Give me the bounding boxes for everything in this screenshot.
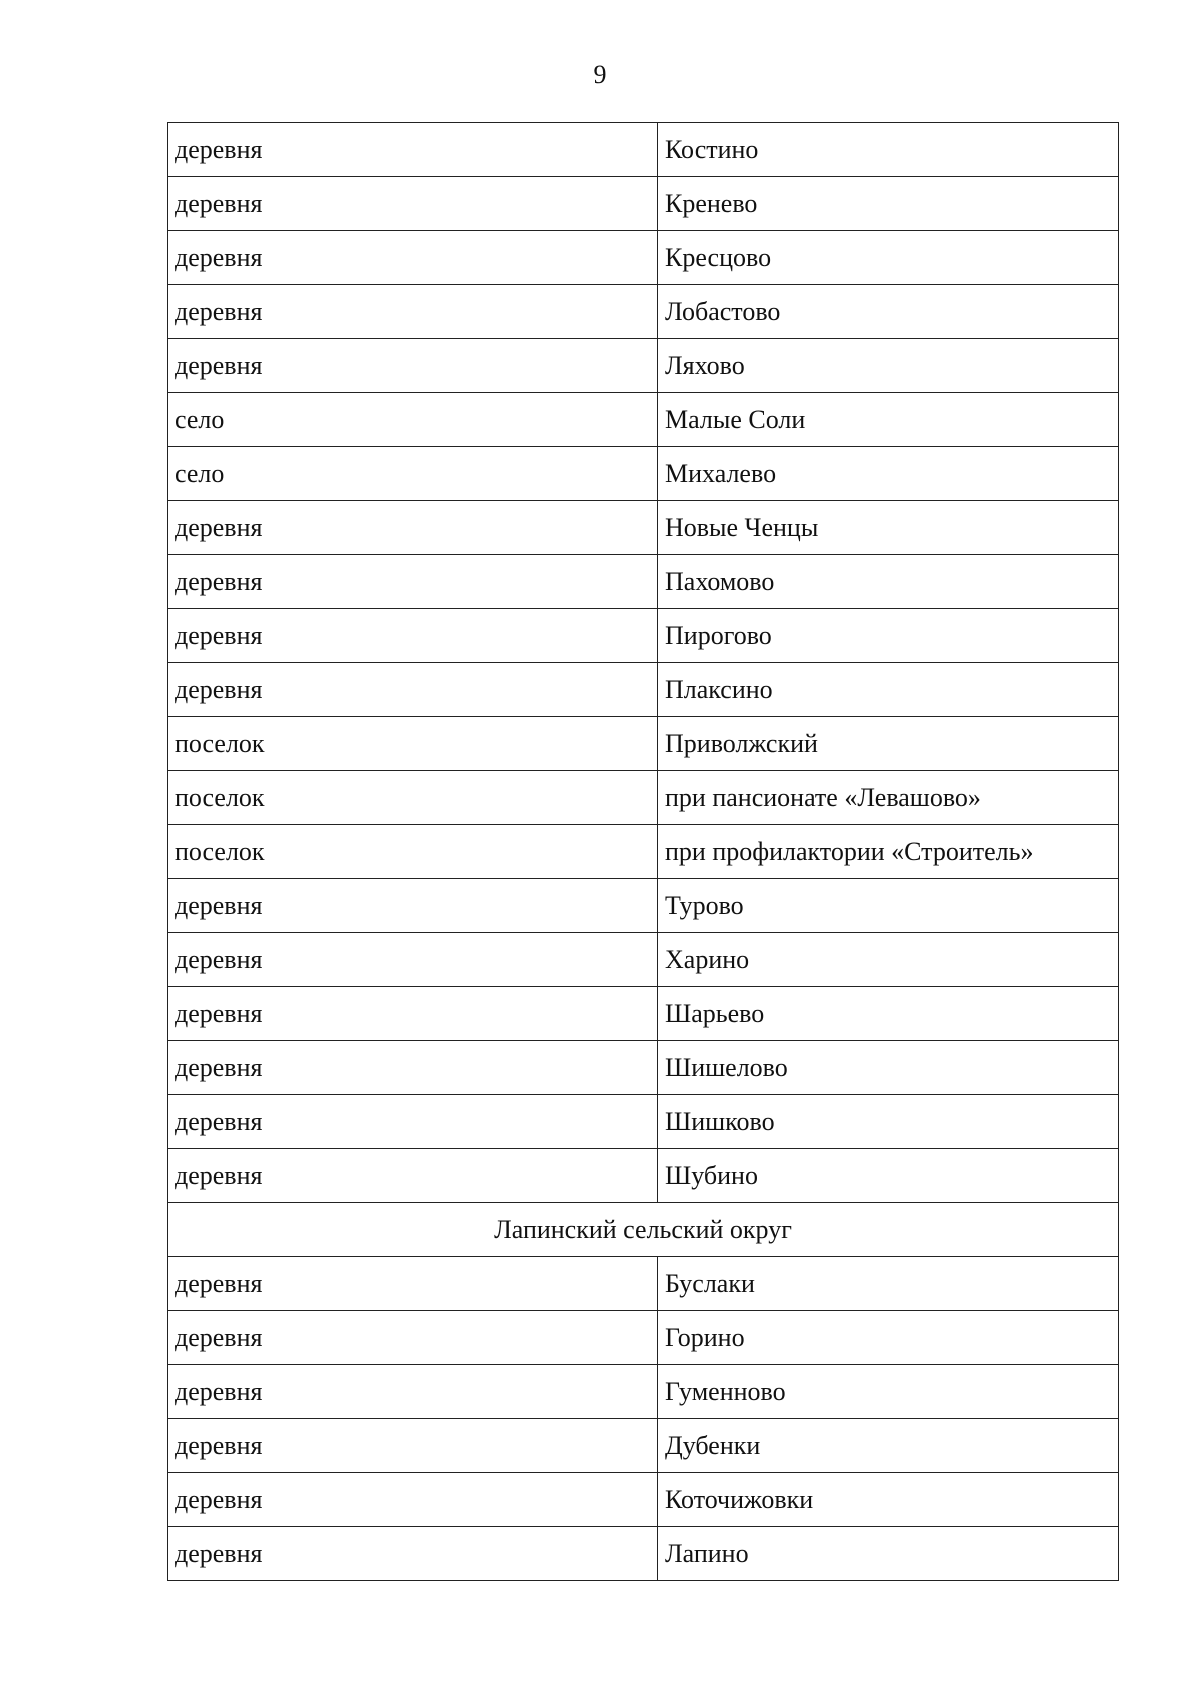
table-row [168, 1041, 1119, 1095]
settlement-type-cell: деревня [168, 1365, 658, 1419]
table-row [168, 231, 1119, 285]
table-row [168, 1095, 1119, 1149]
settlement-name-cell: Шишково [658, 1095, 1119, 1149]
settlement-type-cell: деревня [168, 339, 658, 393]
table-row [168, 447, 1119, 501]
settlement-type-cell: деревня [168, 1149, 658, 1203]
settlement-name-cell: Лапино [658, 1527, 1119, 1581]
settlement-name-cell: Малые Соли [658, 393, 1119, 447]
table-row [168, 771, 1119, 825]
table-row [168, 393, 1119, 447]
table-row [168, 717, 1119, 771]
table-row [168, 609, 1119, 663]
table-row [168, 501, 1119, 555]
table-row [168, 555, 1119, 609]
settlement-type-cell: деревня [168, 1041, 658, 1095]
settlement-name-cell: Костино [658, 123, 1119, 177]
table-row [168, 879, 1119, 933]
table-row [168, 123, 1119, 177]
table-row [168, 663, 1119, 717]
settlement-type-cell: деревня [168, 123, 658, 177]
section-heading: Лапинский сельский округ [168, 1203, 1119, 1257]
settlement-type-cell: деревня [168, 987, 658, 1041]
settlement-name-cell: Кресцово [658, 231, 1119, 285]
settlement-type-cell: деревня [168, 1095, 658, 1149]
settlements-table [167, 122, 1119, 1581]
table-row [168, 1365, 1119, 1419]
page-number: 9 [593, 60, 607, 89]
settlement-type-cell: деревня [168, 1527, 658, 1581]
settlement-name-cell: Михалево [658, 447, 1119, 501]
settlement-type-cell: деревня [168, 1257, 658, 1311]
settlement-name-cell: Новые Ченцы [658, 501, 1119, 555]
table-row [168, 1527, 1119, 1581]
settlement-type-cell: село [168, 447, 658, 501]
settlement-type-cell: деревня [168, 231, 658, 285]
settlement-type-cell: деревня [168, 879, 658, 933]
settlement-name-cell: Харино [658, 933, 1119, 987]
settlement-type-cell: деревня [168, 501, 658, 555]
table-row [168, 1419, 1119, 1473]
settlement-type-cell: деревня [168, 177, 658, 231]
settlement-name-cell: Дубенки [658, 1419, 1119, 1473]
table-row [168, 1311, 1119, 1365]
settlement-type-cell: деревня [168, 1419, 658, 1473]
settlement-name-cell: при пансионате «Левашово» [658, 771, 1119, 825]
table-row [168, 933, 1119, 987]
table-row [168, 177, 1119, 231]
settlement-name-cell: Плаксино [658, 663, 1119, 717]
table-row [168, 339, 1119, 393]
settlement-name-cell: Шишелово [658, 1041, 1119, 1095]
settlement-type-cell: поселок [168, 717, 658, 771]
settlement-name-cell: Пирогово [658, 609, 1119, 663]
settlement-type-cell: деревня [168, 555, 658, 609]
table-row [168, 825, 1119, 879]
settlement-type-cell: деревня [168, 285, 658, 339]
table-row [168, 1257, 1119, 1311]
settlement-name-cell: Кренево [658, 177, 1119, 231]
table-row [168, 1149, 1119, 1203]
section-row [168, 1203, 1119, 1257]
settlement-name-cell: Приволжский [658, 717, 1119, 771]
settlement-name-cell: Коточижовки [658, 1473, 1119, 1527]
settlement-name-cell: Пахомово [658, 555, 1119, 609]
settlement-type-cell: деревня [168, 933, 658, 987]
settlement-name-cell: Горино [658, 1311, 1119, 1365]
settlement-type-cell: деревня [168, 1311, 658, 1365]
settlement-name-cell: Шубино [658, 1149, 1119, 1203]
table-row [168, 1473, 1119, 1527]
settlement-name-cell: Турово [658, 879, 1119, 933]
table-row [168, 285, 1119, 339]
settlement-name-cell: Гуменново [658, 1365, 1119, 1419]
settlement-name-cell: при профилактории «Строитель» [658, 825, 1119, 879]
table-row [168, 987, 1119, 1041]
settlement-type-cell: деревня [168, 663, 658, 717]
settlement-type-cell: село [168, 393, 658, 447]
settlements-table-body [168, 123, 1119, 1581]
settlement-name-cell: Буслаки [658, 1257, 1119, 1311]
settlement-name-cell: Лобастово [658, 285, 1119, 339]
settlement-type-cell: поселок [168, 825, 658, 879]
settlement-type-cell: деревня [168, 609, 658, 663]
settlement-name-cell: Ляхово [658, 339, 1119, 393]
settlement-name-cell: Шарьево [658, 987, 1119, 1041]
settlement-type-cell: деревня [168, 1473, 658, 1527]
settlement-type-cell: поселок [168, 771, 658, 825]
